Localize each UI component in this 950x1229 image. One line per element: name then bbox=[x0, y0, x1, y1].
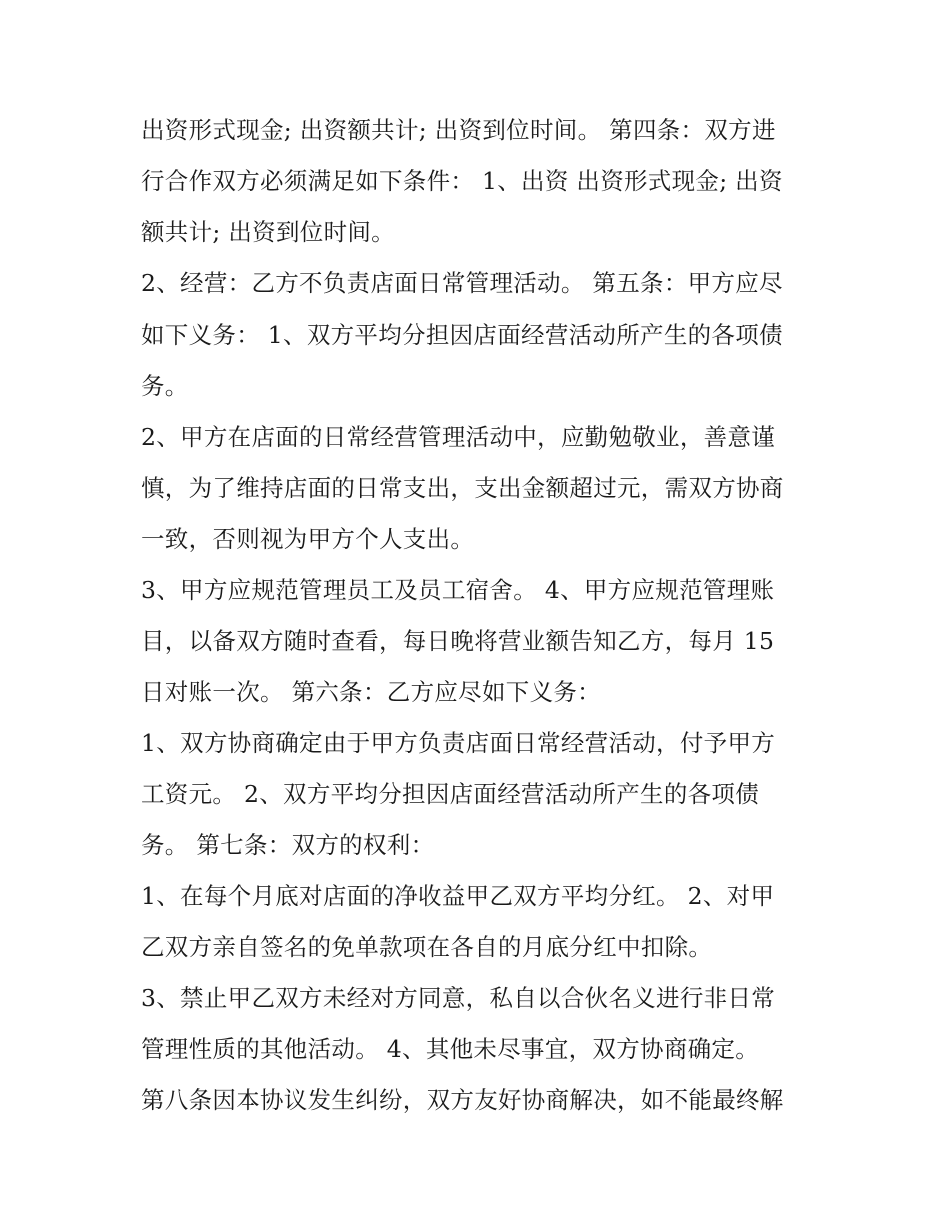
text-line: 一致，否则视为甲方个人支出。 bbox=[141, 525, 475, 553]
text-line: 出资形式现金; 出资额共计; 出资到位时间。 第四条：双方进 bbox=[141, 116, 776, 144]
text-line: 3、甲方应规范管理员工及员工宿舍。 4、甲方应规范管理账 bbox=[141, 576, 775, 604]
text-line: 行合作双方必须满足如下条件： 1、出资 出资形式现金; 出资 bbox=[141, 167, 783, 195]
text-line: 1、双方协商确定由于甲方负责店面日常经营活动，付予甲方 bbox=[141, 729, 776, 757]
text-line: 1、在每个月底对店面的净收益甲乙双方平均分红。 2、对甲 bbox=[141, 882, 775, 910]
text-line: 务。 第七条：双方的权利： bbox=[141, 831, 435, 859]
text-line: 3、禁止甲乙双方未经对方同意，私自以合伙名义进行非日常 bbox=[141, 984, 776, 1012]
text-line: 慎，为了维持店面的日常支出，支出金额超过元，需双方协商 bbox=[141, 474, 784, 502]
text-line: 乙双方亲自签名的免单款项在各自的月底分红中扣除。 bbox=[141, 933, 713, 961]
text-line: 如下义务： 1、双方平均分担因店面经营活动所产生的各项债 bbox=[141, 321, 783, 349]
text-line: 第八条因本协议发生纠纷，双方友好协商解决，如不能最终解 bbox=[141, 1086, 784, 1114]
text-line: 工资元。 2、双方平均分担因店面经营活动所产生的各项债 bbox=[141, 780, 760, 808]
text-line: 目，以备双方随时查看，每日晚将营业额告知乙方，每月 15 bbox=[141, 627, 775, 655]
text-line: 额共计; 出资到位时间。 bbox=[141, 218, 395, 246]
text-line: 2、经营：乙方不负责店面日常管理活动。 第五条：甲方应尽 bbox=[141, 269, 783, 297]
text-line: 管理性质的其他活动。 4、其他未尽事宜，双方协商确定。 bbox=[141, 1035, 760, 1063]
text-line: 日对账一次。 第六条：乙方应尽如下义务： bbox=[141, 678, 601, 706]
text-line: 2、甲方在店面的日常经营管理活动中，应勤勉敬业，善意谨 bbox=[141, 423, 776, 451]
text-line: 务。 bbox=[141, 372, 189, 400]
